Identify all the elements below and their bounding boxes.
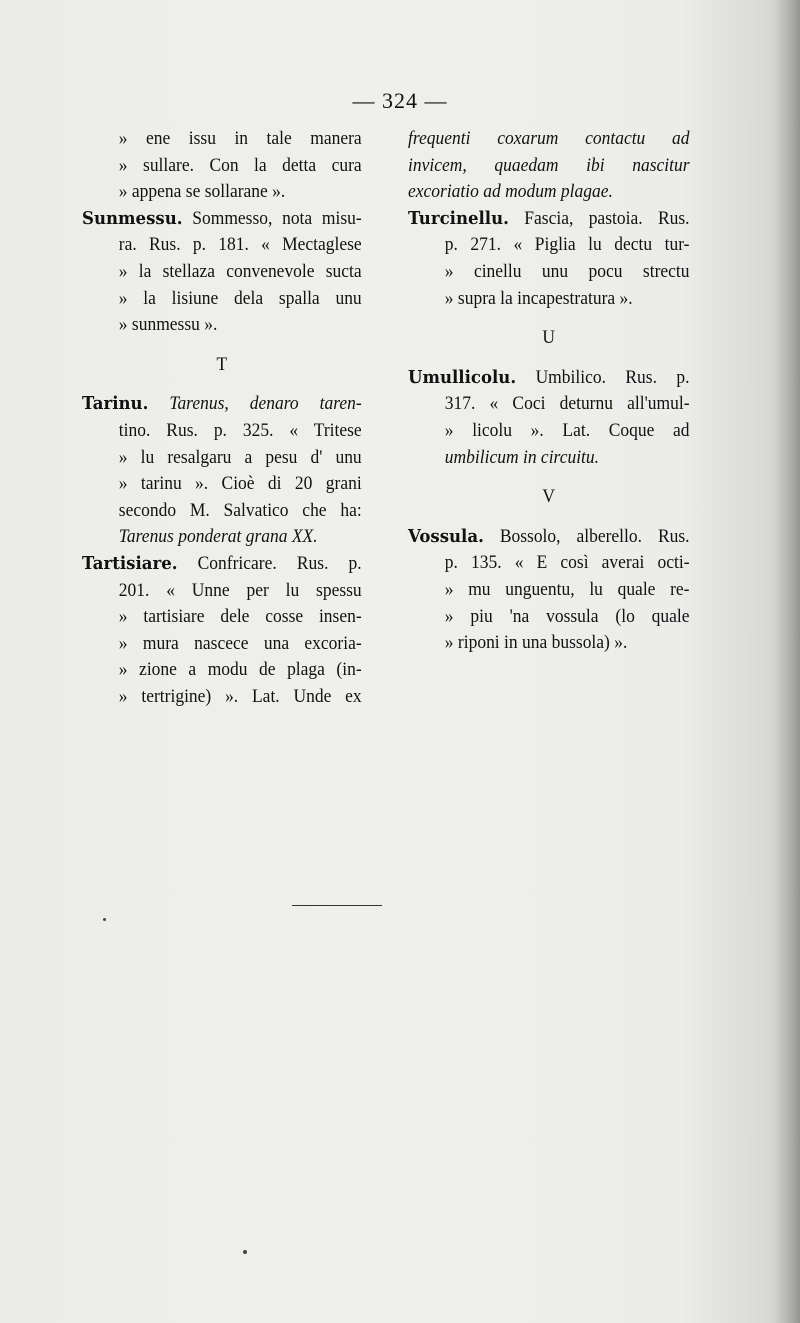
right-column (408, 126, 690, 657)
footnote-rule (292, 905, 382, 906)
text-line: excoriatio ad modum plagae. (408, 181, 613, 203)
text-line: » tartisiare dele cosse insen- (118, 606, 362, 628)
headword: Tartisiare. (82, 552, 178, 574)
entry-vossula-first-line: Vossula. Bossolo, alberello. Rus. (408, 525, 690, 547)
left-column (82, 126, 362, 710)
text-line: p. 135. « E così averai octi- (444, 552, 690, 574)
text-line: Tarenus ponderat grana XX. (118, 526, 318, 548)
text-line: » supra la incapestratura ». (444, 287, 633, 309)
headword: Vossula. (408, 525, 484, 547)
section-letter-v: V (542, 486, 556, 508)
text-line: » tarinu ». Cioè di 20 grani (118, 473, 362, 495)
entry-umullicolu-first-line: Umullicolu. Umbilico. Rus. p. (408, 366, 690, 388)
text-line: 317. « Coci deturnu all'umul- (444, 393, 690, 415)
text-line: » licolu ». Lat. Coque ad (444, 419, 690, 441)
text-line: frequenti coxarum contactu ad (408, 128, 690, 149)
entry-sunmessu-first-line: Sunmessu. Sommesso, nota misu- (82, 207, 362, 229)
text-line: » piu 'na vossula (lo quale (444, 605, 690, 627)
headword: Umullicolu. (408, 366, 517, 388)
section-letter-u: U (542, 327, 556, 349)
text-line: » appena se sollarane ». (118, 181, 286, 203)
text-line: ra. Rus. p. 181. « Mectaglese (118, 234, 362, 256)
text-line: » sunmessu ». (118, 314, 218, 336)
text-line: » sullare. Con la detta cura (118, 154, 362, 176)
text-line: » ene issu in tale manera (118, 128, 362, 149)
headword: Tarinu. (82, 393, 149, 415)
entry-tartisiare-first-line: Tartisiare. Confricare. Rus. p. (82, 552, 362, 574)
headword: Turcinellu. (408, 207, 509, 229)
text-line: » mura nascece una excoria- (118, 632, 362, 654)
text-line: umbilicum in circuitu. (444, 446, 600, 468)
entry-turcinellu-first-line: Turcinellu. Fascia, pastoia. Rus. (408, 207, 690, 229)
section-letter-t: T (216, 353, 228, 375)
text-line: » mu unguentu, lu quale re- (444, 578, 690, 600)
text-line: » cinellu unu pocu strectu (444, 260, 690, 282)
text-line: » lu resalgaru a pesu d' unu (118, 446, 362, 468)
entry-tarinu-first-line: Tarinu. Tarenus, denaro taren- (82, 393, 362, 415)
text-line: » zione a modu de plaga (in- (118, 659, 362, 681)
text-line: » riponi in una bussola) ». (444, 632, 628, 654)
text-line: 201. « Unne per lu spessu (118, 579, 362, 601)
text-line: » la stellaza convenevole sucta (118, 260, 362, 282)
text-line: tino. Rus. p. 325. « Tritese (118, 419, 362, 441)
page-number: — 324 — (352, 88, 448, 113)
text-line: » tertrigine) ». Lat. Unde ex (118, 685, 362, 707)
text-line: invicem, quaedam ibi nascitur (408, 154, 690, 176)
paper-speck (243, 1250, 247, 1254)
paper-speck (103, 918, 106, 921)
text-line: » la lisiune dela spalla unu (118, 287, 362, 309)
text-line: p. 271. « Piglia lu dectu tur- (444, 234, 690, 256)
page-gutter-shadow (774, 0, 800, 1323)
headword: Sunmessu. (82, 207, 183, 229)
text-line: secondo M. Salvatico che ha: (118, 499, 362, 521)
